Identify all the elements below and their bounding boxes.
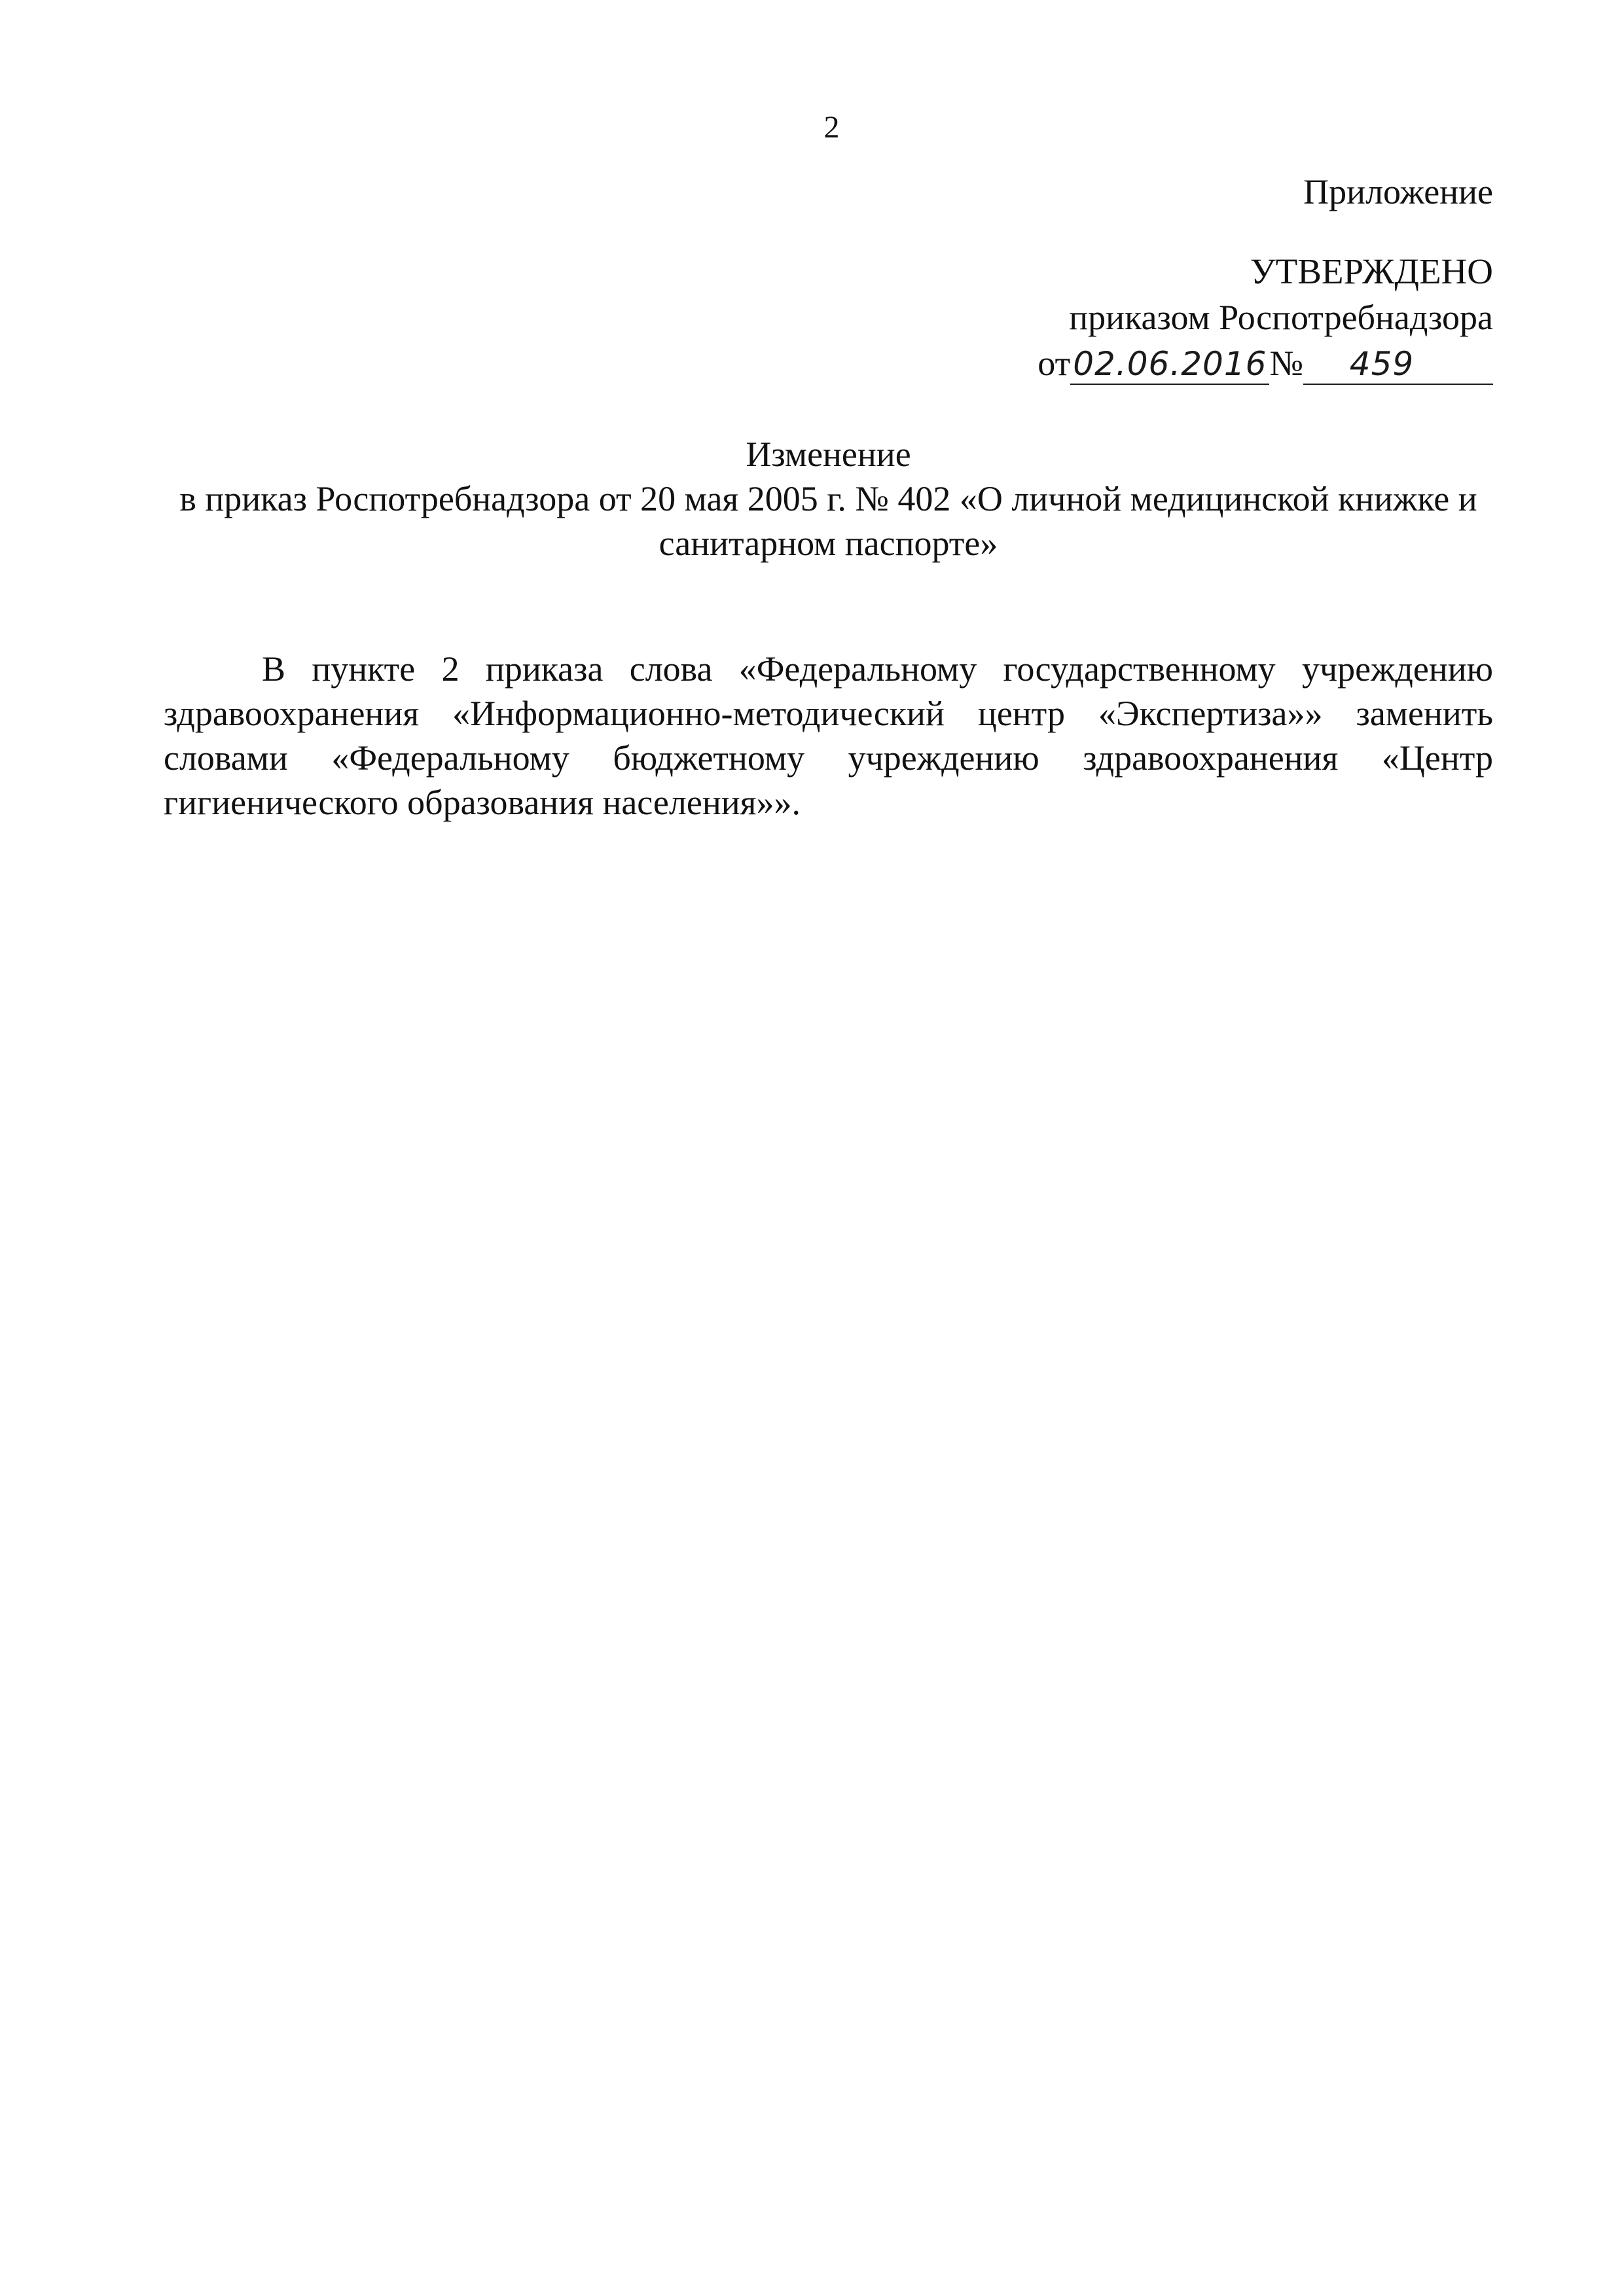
number-sign: № — [1269, 344, 1303, 383]
body-paragraph: В пункте 2 приказа слова «Федеральному государственному учреждению здравоохранения «Информационно-методический центр «Экспертиза»» заменить словами «Федеральному бюджетному учреждению здравоохранения «Центр гигиенического образования населения»». — [164, 649, 1493, 822]
order-authority: приказом Роспотребнадзора — [1069, 298, 1493, 337]
document-title: Изменение — [746, 435, 911, 474]
order-date-line — [1038, 340, 1493, 386]
document-subtitle: в приказ Роспотребнадзора от 20 мая 2005 г. № 402 «О личной медицинской книжке и санитарном паспорте» — [179, 479, 1477, 563]
appendix-label: Приложение — [1303, 172, 1493, 211]
document-title-block — [164, 432, 1493, 565]
handwritten-date: 02.06.2016 — [1070, 344, 1269, 385]
approved-label: УТВЕРЖДЕНО — [1250, 251, 1493, 291]
date-prefix: от — [1038, 344, 1071, 383]
page-number: 2 — [823, 110, 840, 145]
approval-block — [1038, 169, 1493, 386]
handwritten-order-number: 459 — [1303, 344, 1493, 385]
